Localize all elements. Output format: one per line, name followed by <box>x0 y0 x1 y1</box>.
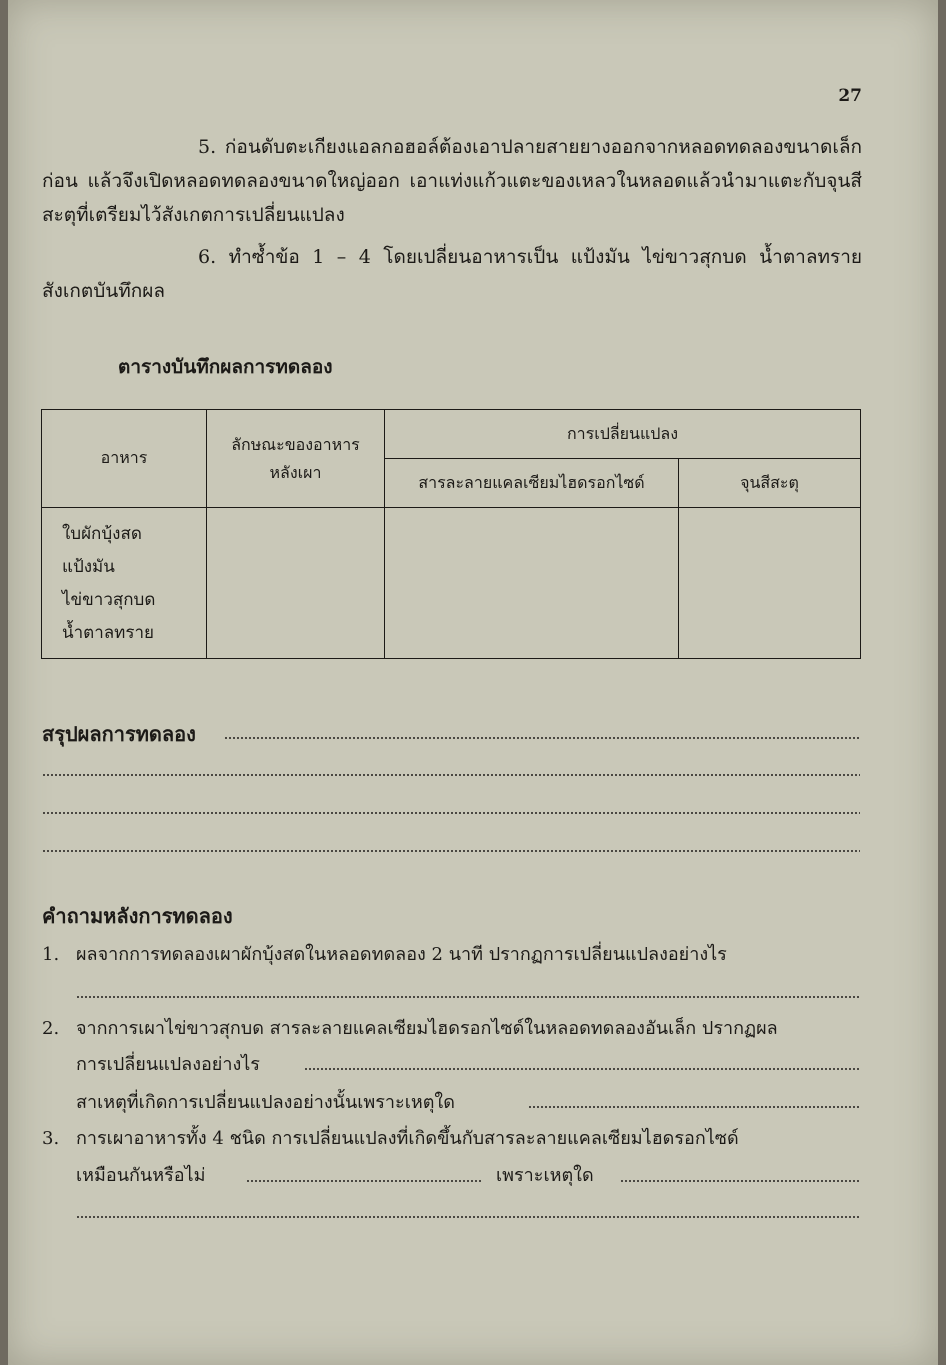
food-item: น้ำตาลทราย <box>62 623 155 643</box>
step-6 <box>42 240 862 308</box>
table-caption: ตารางบันทึกผลการทดลอง <box>118 356 333 378</box>
question-number: 1. <box>42 944 60 965</box>
question-text: เพราะเหตุใด <box>496 1165 594 1186</box>
worksheet-page <box>8 0 938 1365</box>
questions-title: คำถามหลังการทดลอง <box>42 904 233 928</box>
summary-answer-line[interactable] <box>42 850 860 852</box>
summary-answer-line[interactable] <box>224 737 860 739</box>
question-3-because <box>496 1161 594 1191</box>
results-table <box>41 409 861 659</box>
food-list-cell <box>42 508 207 659</box>
question-number: 3. <box>42 1128 60 1149</box>
question-text: เหมือนกันหรือไม่ <box>76 1165 206 1186</box>
question-text: การเผาอาหารทั้ง 4 ชนิด การเปลี่ยนแปลงที่เกิดขึ้นกับสารละลายแคลเซียมไฮดรอกไซด์ <box>76 1128 739 1149</box>
step-number: 5. <box>198 136 217 158</box>
answer-line[interactable] <box>528 1106 860 1108</box>
header-characteristics-line1: ลักษณะของอาหาร <box>231 434 360 454</box>
answer-line[interactable] <box>620 1180 860 1182</box>
header-limewater: สารละลายแคลเซียมไฮดรอกไซด์ <box>385 459 679 508</box>
header-change: การเปลี่ยนแปลง <box>385 410 861 459</box>
question-text: ผลจากการทดลองเผาผักบุ้งสดในหลอดทดลอง 2 นาที ปรากฏการเปลี่ยนแปลงอย่างไร <box>76 944 727 965</box>
header-anhydrous-copper-sulfate: จุนสีสะตุ <box>679 459 861 508</box>
question-text: สาเหตุที่เกิดการเปลี่ยนแปลงอย่างนั้นเพราะเหตุใด <box>76 1092 455 1113</box>
question-text: จากการเผาไข่ขาวสุกบด สารละลายแคลเซียมไฮดรอกไซด์ในหลอดทดลองอันเล็ก ปรากฏผล <box>76 1018 778 1039</box>
summary-answer-line[interactable] <box>42 812 860 814</box>
food-item: แป้งมัน <box>62 557 115 577</box>
question-number: 2. <box>42 1018 60 1039</box>
characteristics-answer-cell[interactable] <box>207 508 385 659</box>
question-text: การเปลี่ยนแปลงอย่างไร <box>76 1054 260 1075</box>
header-food-characteristics <box>207 410 385 508</box>
summary-answer-line[interactable] <box>42 774 860 776</box>
answer-line[interactable] <box>76 996 860 998</box>
step-number: 6. <box>198 246 217 268</box>
header-characteristics-line2: หลังเผา <box>269 462 322 482</box>
step-text: ก่อนดับตะเกียงแอลกอฮอล์ต้องเอาปลายสายยางออกจากหลอดทดลองขนาดเล็กก่อน แล้วจึงเปิดหลอดทดลองขนาดใหญ่ออก เอาแท่งแก้วแตะของเหลวในหลอดแล้วนำมาแตะกับจุนสีสะตุที่เตรียมไว้สังเกตการเปลี่ยนแปลง <box>42 136 862 226</box>
header-food: อาหาร <box>42 410 207 508</box>
answer-line[interactable] <box>246 1180 482 1182</box>
copper-sulfate-answer-cell[interactable] <box>679 508 861 659</box>
food-item: ไข่ขาวสุกบด <box>62 590 156 610</box>
answer-line[interactable] <box>304 1068 860 1070</box>
step-5 <box>42 130 862 232</box>
limewater-answer-cell[interactable] <box>385 508 679 659</box>
food-item: ใบผักบุ้งสด <box>62 524 142 544</box>
step-text: ทำซ้ำข้อ 1 – 4 โดยเปลี่ยนอาหารเป็น แป้งมัน ไข่ขาวสุกบด น้ำตาลทราย สังเกตบันทึกผล <box>42 246 862 302</box>
answer-line[interactable] <box>76 1216 860 1218</box>
summary-title: สรุปผลการทดลอง <box>42 722 196 746</box>
page-number: 27 <box>838 86 862 106</box>
